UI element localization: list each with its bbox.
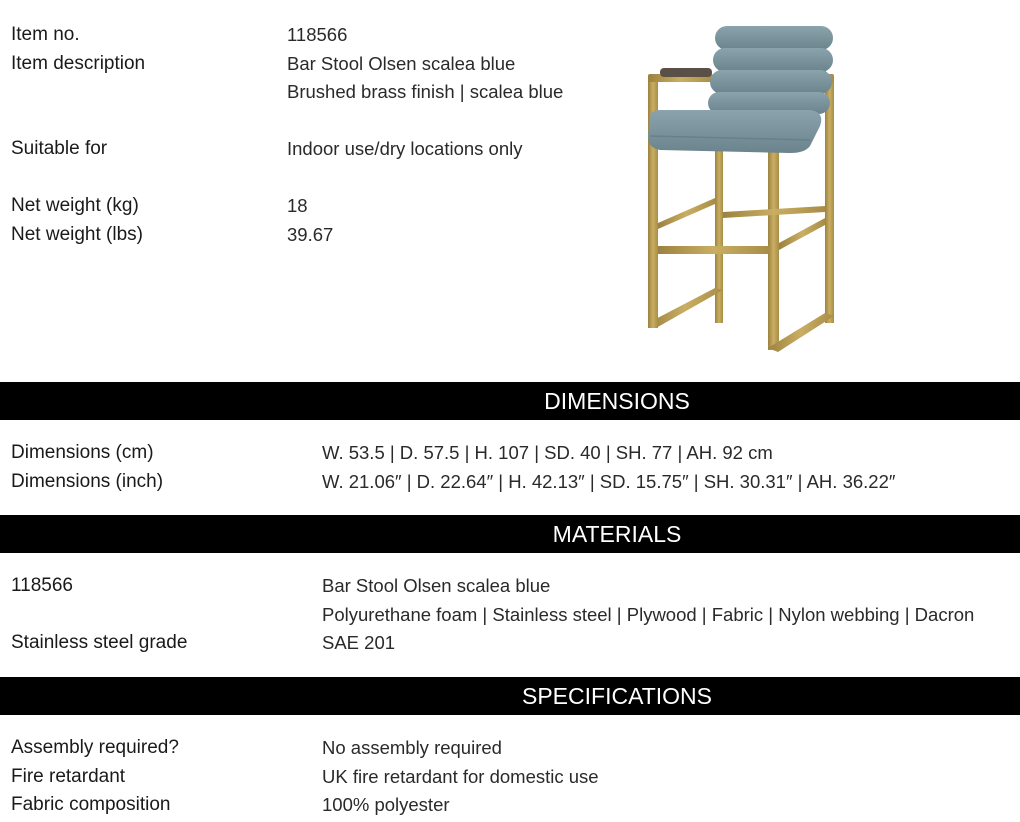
fabric-composition-value: 100% polyester xyxy=(322,794,450,815)
materials-header xyxy=(0,515,1020,553)
materials-item-label: 118566 xyxy=(11,575,73,596)
suitable-for-value: Indoor use/dry locations only xyxy=(287,138,523,159)
dimensions-inch-value: W. 21.06″ | D. 22.64″ | H. 42.13″ | SD. 15.75″ | SH. 30.31″ | AH. 36.22″ xyxy=(322,471,896,492)
steel-grade-label: Stainless steel grade xyxy=(11,632,188,653)
materials-item-line2: Polyurethane foam | Stainless steel | Plywood | Fabric | Nylon webbing | Dacron xyxy=(322,604,975,625)
net-weight-kg-value: 18 xyxy=(287,195,308,216)
specifications-header xyxy=(0,677,1020,715)
fabric-composition-label: Fabric composition xyxy=(11,794,171,815)
specifications-title: SPECIFICATIONS xyxy=(522,683,712,709)
bar-stool-product-image xyxy=(620,18,870,358)
net-weight-kg-label: Net weight (kg) xyxy=(11,195,139,216)
dimensions-inch-label: Dimensions (inch) xyxy=(11,471,164,492)
item-description-line1: Bar Stool Olsen scalea blue xyxy=(287,53,516,74)
assembly-label: Assembly required? xyxy=(11,737,179,758)
dimensions-cm-label: Dimensions (cm) xyxy=(11,442,154,463)
net-weight-lbs-label: Net weight (lbs) xyxy=(11,224,143,245)
materials-title: MATERIALS xyxy=(552,521,682,547)
dimensions-header xyxy=(0,382,1020,420)
net-weight-lbs-value: 39.67 xyxy=(287,224,334,245)
item-no-value: 118566 xyxy=(287,24,348,45)
assembly-value: No assembly required xyxy=(322,737,502,758)
item-no-label: Item no. xyxy=(11,24,80,45)
materials-item-line1: Bar Stool Olsen scalea blue xyxy=(322,575,551,596)
fire-retardant-label: Fire retardant xyxy=(11,766,126,787)
item-description-label: Item description xyxy=(11,53,146,74)
item-description-line2: Brushed brass finish | scalea blue xyxy=(287,81,564,102)
fire-retardant-value: UK fire retardant for domestic use xyxy=(322,766,599,787)
suitable-for-label: Suitable for xyxy=(11,138,108,159)
dimensions-title: DIMENSIONS xyxy=(544,388,690,414)
steel-grade-value: SAE 201 xyxy=(322,632,396,653)
dimensions-cm-value: W. 53.5 | D. 57.5 | H. 107 | SD. 40 | SH. 77 | AH. 92 cm xyxy=(322,442,773,463)
